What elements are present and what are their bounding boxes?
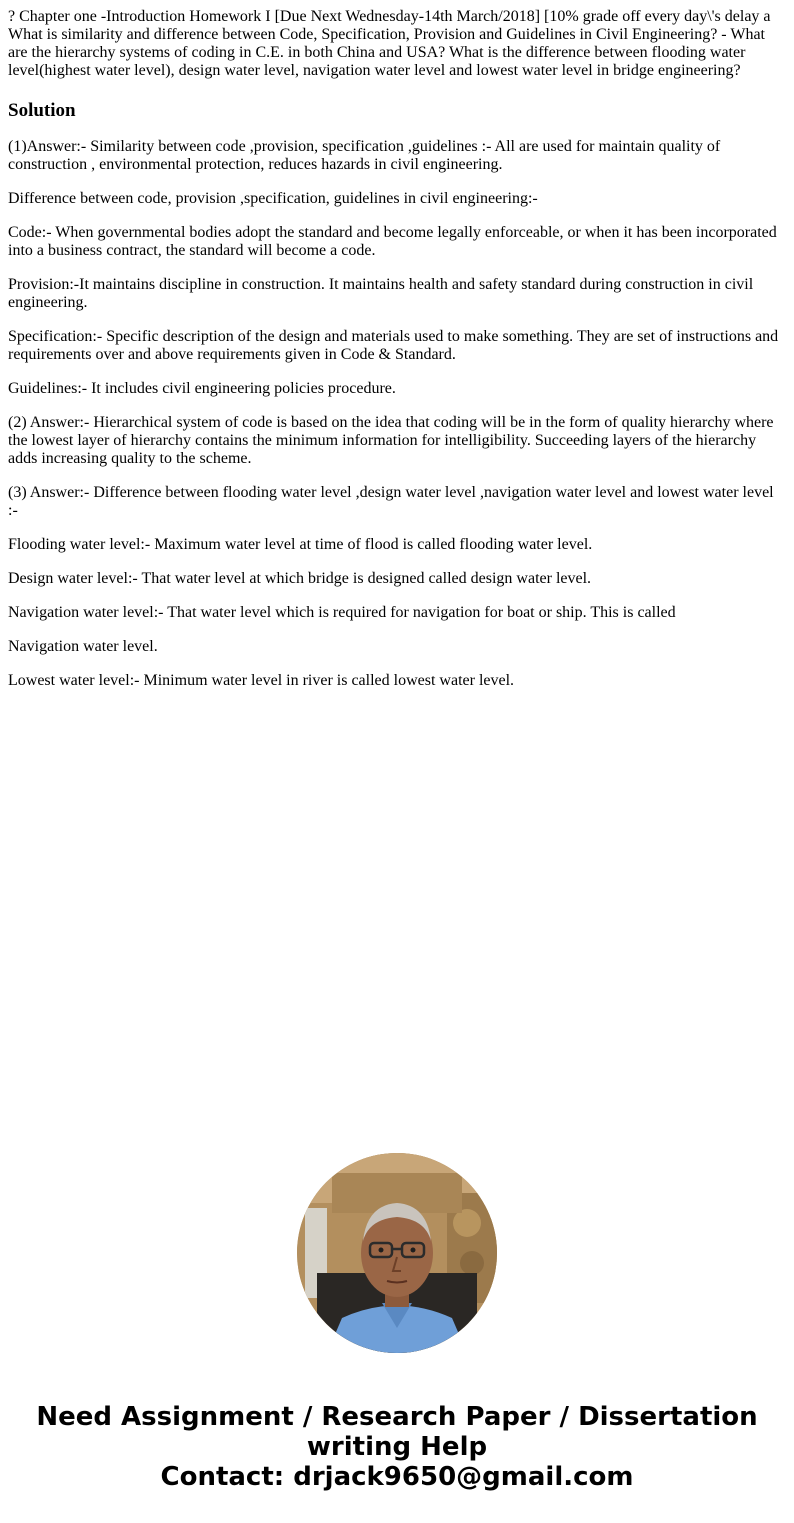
answer-paragraph: Specification:- Specific description of the design and materials used to make something. They are set of instructions and requirements over and above requirements given in Code & Standard. — [8, 328, 779, 363]
answer-paragraph: Guidelines:- It includes civil engineering policies procedure. — [8, 380, 396, 397]
footer-line-help: writing Help — [306, 1432, 488, 1462]
document-body — [8, 8, 783, 690]
answer-paragraph: Design water level:- That water level at which bridge is designed called design water level. — [8, 570, 592, 587]
contact-banner — [0, 1402, 794, 1492]
answer-paragraph: (2) Answer:- Hierarchical system of code is based on the idea that coding will be in the form of quality hierarchy where the lowest layer of hierarchy contains the minimum information for intelligibility. Succeeding layers of the hierarchy adds increasing quality to the scheme. — [8, 414, 774, 467]
answer-paragraph: (1)Answer:- Similarity between code ,provision, specification ,guidelines :- All are used for maintain quality of construction , environmental protection, reduces hazards in civil engineering. — [8, 138, 721, 173]
answer-paragraph: Difference between code, provision ,specification, guidelines in civil engineering:- — [8, 190, 538, 207]
answer-paragraph: Flooding water level:- Maximum water level at time of flood is called flooding water level. — [8, 536, 593, 553]
answer-paragraph: Code:- When governmental bodies adopt the standard and become legally enforceable, or when it has been incorporated into a business contract, the standard will become a code. — [8, 224, 777, 259]
answer-paragraph: Lowest water level:- Minimum water level in river is called lowest water level. — [8, 672, 515, 689]
answer-paragraph: (3) Answer:- Difference between flooding water level ,design water level ,navigation water level and lowest water level :- — [8, 484, 774, 519]
tutor-avatar — [297, 1153, 497, 1353]
answer-paragraph: Navigation water level. — [8, 638, 158, 655]
footer-line-offer: Need Assignment / Research Paper / Dissertation — [36, 1402, 758, 1432]
answer-paragraph: Provision:-It maintains discipline in construction. It maintains health and safety standard during construction in civil engineering. — [8, 276, 754, 311]
answer-paragraph: Navigation water level:- That water level which is required for navigation for boat or ship. This is called — [8, 604, 676, 621]
question-text: ? Chapter one -Introduction Homework I [Due Next Wednesday-14th March/2018] [10% grade off every day\'s delay a What is similarity and difference between Code, Specification, Provision and Guidelines in Civil Engineering? - What are the hierarchy systems of coding in C.E. in both China and USA? What is the difference between flooding water level(highest water level), design water level, navigation water level and lowest water level in bridge engineering? — [8, 8, 771, 79]
solution-heading: Solution — [8, 100, 76, 121]
tutor-portrait-image — [297, 1153, 497, 1353]
footer-line-contact: Contact: drjack9650@gmail.com — [160, 1462, 634, 1492]
